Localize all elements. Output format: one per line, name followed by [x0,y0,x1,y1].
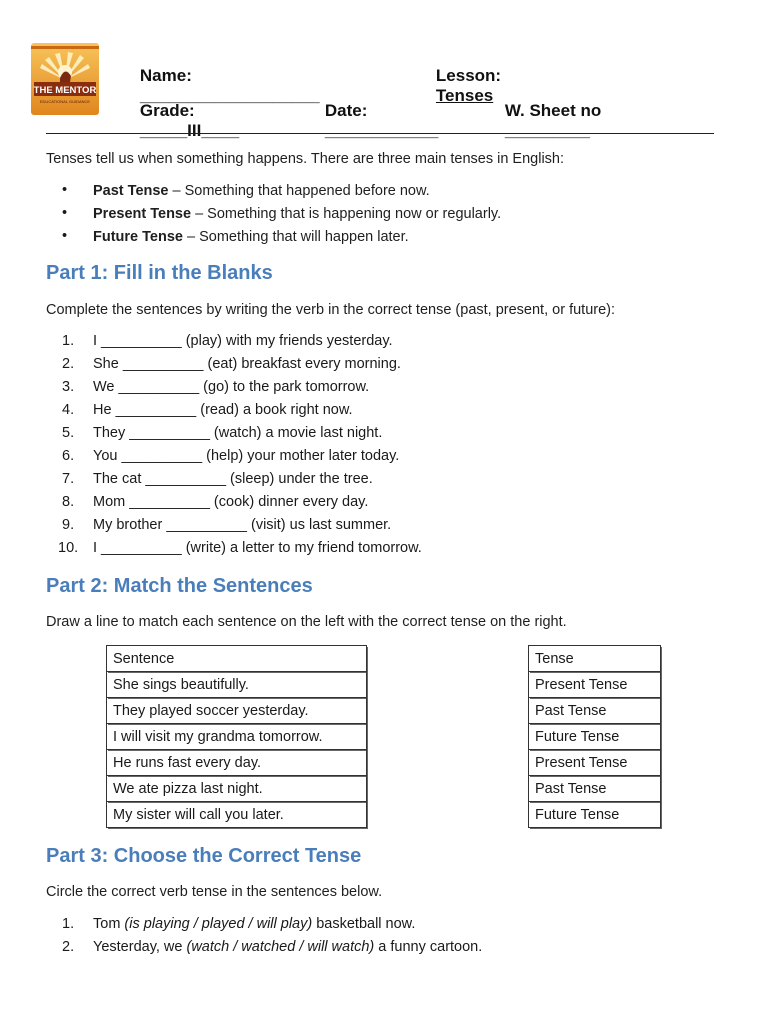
list-item[interactable]: 9. My brother __________ (visit) us last summer. [62,517,392,533]
tense-cell[interactable]: Past Tense [529,776,661,802]
table-row[interactable] [529,750,661,776]
sentence-cell[interactable]: My sister will call you later. [107,802,367,828]
table-row[interactable] [107,802,367,828]
tense-def-future: Future Tense – Something that will happen later. [93,229,409,245]
grade-label: Grade: [139,101,195,120]
header-divider [46,133,714,134]
list-item[interactable]: 3. We __________ (go) to the park tomorrow. [62,379,370,395]
sentence-table [106,645,367,828]
part3-heading: Part 3: Choose the Correct Tense [46,845,362,867]
logo-tagline: EDUCATIONAL GUIDANCE [39,99,91,104]
sentence-cell[interactable]: They played soccer yesterday. [107,698,367,724]
list-item[interactable]: 6. You __________ (help) your mother later today. [62,448,400,464]
bullet-icon: • [62,182,68,198]
table-header-cell: Sentence [107,646,367,672]
grade-value: _____III____ [139,121,240,140]
name-label: Name: [139,66,192,85]
part2-instruction: Draw a line to match each sentence on the left with the correct tense on the right. [46,614,567,630]
date-field[interactable] [306,81,438,161]
date-blank[interactable]: ____________ [324,121,439,140]
table-row[interactable] [529,724,661,750]
table-row[interactable] [529,698,661,724]
list-item[interactable]: 2. Yesterday, we (watch / watched / will watch) a funny cartoon. [62,939,483,955]
lesson-value: Tenses [435,86,494,105]
table-row[interactable] [529,672,661,698]
tense-def-past: Past Tense – Something that happened before now. [93,183,430,199]
grade-field [121,81,239,161]
sentence-cell[interactable]: He runs fast every day. [107,750,367,776]
sentence-cell[interactable]: I will visit my grandma tomorrow. [107,724,367,750]
table-row [107,646,367,672]
table-header-cell: Tense [529,646,661,672]
sheet-blank[interactable]: _________ [504,121,590,140]
list-item[interactable]: 2. She __________ (eat) breakfast every morning. [62,356,401,372]
list-item[interactable]: 1. Tom (is playing / played / will play) basketball now. [62,916,416,932]
list-item[interactable]: 4. He __________ (read) a book right now. [62,402,353,418]
name-blank[interactable]: ___________________ [139,86,320,105]
date-label: Date: [324,101,368,120]
tense-table [528,645,661,828]
sheet-no-field[interactable] [486,81,601,161]
tense-options[interactable]: (watch / watched / will watch) [186,939,375,955]
table-row[interactable] [529,776,661,802]
tense-cell[interactable]: Present Tense [529,672,661,698]
tense-cell[interactable]: Future Tense [529,724,661,750]
tense-cell[interactable]: Future Tense [529,802,661,828]
tense-cell[interactable]: Past Tense [529,698,661,724]
part1-list [46,330,422,560]
tense-options[interactable]: (is playing / played / will play) [124,916,313,932]
list-item[interactable]: 1. I __________ (play) with my friends yesterday. [62,333,393,349]
part2-heading: Part 2: Match the Sentences [46,575,313,597]
table-row[interactable] [107,750,367,776]
list-item[interactable]: 8. Mom __________ (cook) dinner every day. [62,494,369,510]
table-row[interactable] [529,802,661,828]
sheet-label: W. Sheet no [504,101,602,120]
table-row[interactable] [107,672,367,698]
part3-list [46,913,482,959]
tense-def-present: Present Tense – Something that is happening now or regularly. [93,206,502,222]
logo-text: THE MENTOR [33,85,97,96]
intro-text: Tenses tell us when something happens. There are three main tenses in English: [46,151,565,167]
table-row[interactable] [107,698,367,724]
tense-cell[interactable]: Present Tense [529,750,661,776]
list-item[interactable]: 5. They __________ (watch) a movie last night. [62,425,383,441]
bullet-icon: • [62,228,68,244]
bullet-icon: • [62,205,68,221]
sentence-cell[interactable]: We ate pizza last night. [107,776,367,802]
list-item[interactable]: 10. I __________ (write) a letter to my friend tomorrow. [58,540,422,556]
mentor-logo [30,42,100,122]
table-row[interactable] [107,724,367,750]
table-row[interactable] [107,776,367,802]
lesson-label: Lesson: [435,66,502,85]
part1-instruction: Complete the sentences by writing the verb in the correct tense (past, present, or future): [46,302,616,318]
sentence-cell[interactable]: She sings beautifully. [107,672,367,698]
part3-instruction: Circle the correct verb tense in the sentences below. [46,884,383,900]
list-item[interactable]: 7. The cat __________ (sleep) under the tree. [62,471,373,487]
part1-heading: Part 1: Fill in the Blanks [46,262,273,284]
table-row [529,646,661,672]
